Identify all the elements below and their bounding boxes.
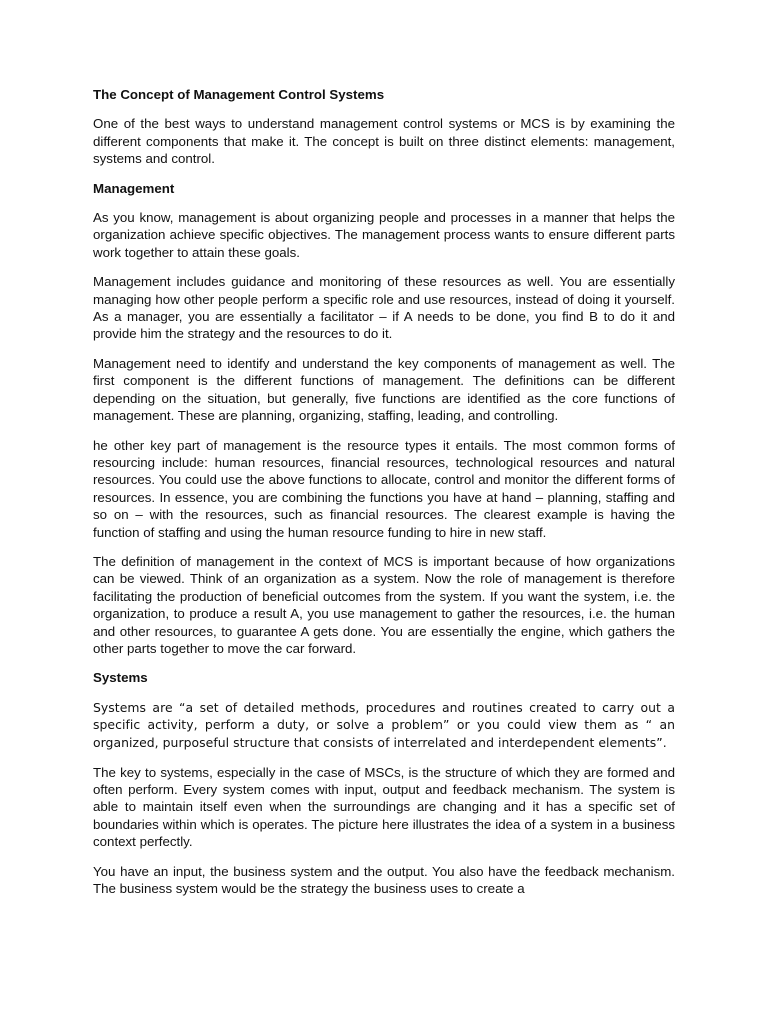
management-paragraph-1: As you know, management is about organizing people and processes in a manner that helps the organization achieve specific objectives. The management process wants to ensure different parts work together to attain these goals. — [93, 210, 675, 260]
management-paragraph-3: Management need to identify and understand the key components of management as well. The first component is the different functions of management. The definitions can be different depending on the situation, but generally, five functions are identified as the core functions of management. These are planning, organizing, staffing, leading, and controlling. — [93, 355, 675, 424]
management-paragraph-5: The definition of management in the context of MCS is important because of how organizations can be viewed. Think of an organization as a system. Now the role of management is therefore facilitating the production of beneficial outcomes from the system. If you want the system, i.e. the organization, to produce a result A, you use management to gather the resources, i.e. the human and other resources, to guarantee A gets done. You are essentially the engine, which gathers the other parts together to move the car forward. — [93, 553, 675, 656]
management-paragraph-2: Management includes guidance and monitoring of these resources as well. You are essentially managing how other people perform a specific role and use resources, instead of doing it yourself. As a manager, you are essentially a facilitator – if A needs to be done, you find B to do it and provide him the strategy and the resources to do it. — [93, 274, 675, 342]
systems-paragraph-1: The key to systems, especially in the case of MSCs, is the structure of which they are formed and often perform. Every system comes with input, output and feedback mechanism. The system is able to maintain itself even when the surroundings are changing and it has a specific set of boundaries within which is operates. The picture here illustrates the idea of a system in a business context perfectly. — [93, 764, 675, 850]
document-title: The Concept of Management Control Systems — [93, 87, 385, 102]
management-heading: Management — [93, 180, 175, 196]
systems-heading: Systems — [93, 670, 148, 686]
intro-paragraph: One of the best ways to understand management control systems or MCS is by examining the different components that make it. The concept is built on three distinct elements: management, systems and control. — [93, 116, 675, 167]
systems-definition-paragraph: Systems are “a set of detailed methods, procedures and routines created to carry out a specific activity, perform a duty, or solve a problem” or you could view them as “ an organized, purposeful structure that consists of interrelated and interdependent elements”. — [93, 699, 675, 750]
management-paragraph-4: he other key part of management is the resource types it entails. The most common forms of resourcing include: human resources, financial resources, technological resources and natural resources. You could use the above functions to allocate, control and monitor the different forms of resources. In essence, you are combining the functions you have at hand – planning, staffing and so on – with the resources, such as financial resources. The clearest example is having the function of staffing and using the human resource funding to hire in new staff. — [93, 437, 675, 540]
systems-paragraph-2: You have an input, the business system and the output. You also have the feedback mechanism. The business system would be the strategy the business uses to create a — [93, 863, 675, 896]
document-content — [93, 86, 675, 909]
